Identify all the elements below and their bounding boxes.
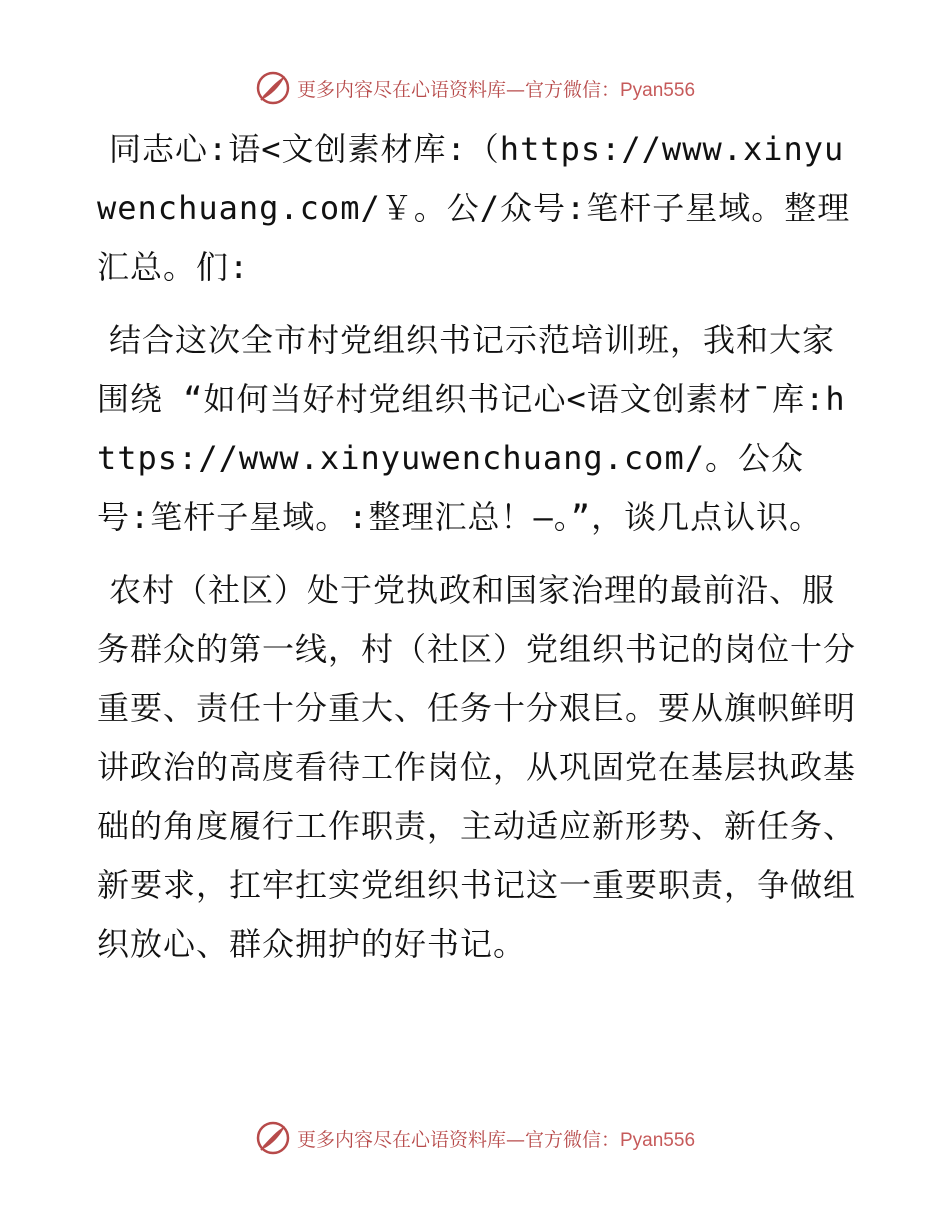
paragraph-body: 农村（社区）处于党执政和国家治理的最前沿、服务群众的第一线，村（社区）党组织书记的岗位十分重要、责任十分重大、任务十分艰巨。要从旗帜鲜明讲政治的高度看待工作岗位，从巩固党在基层执政基础的角度履行工作职责，主动适应新形势、新任务、新要求，扛牢扛实党组织书记这一重要职责，争做组织放心、群众拥护的好书记。 (97, 571, 857, 963)
feather-pen-logo-icon (255, 70, 291, 106)
footer-watermark (0, 1120, 950, 1156)
watermark-label: 更多内容尽在心语资料库—官方微信： (296, 1128, 620, 1151)
header-watermark (0, 70, 950, 106)
paragraph-greeting: 同志心:语<文创素材库:（https://www.xinyuwenchuang.com/￥。公/众号:笔杆子星域。整理汇总。们: (97, 130, 851, 286)
feather-pen-logo-icon (255, 1120, 291, 1156)
watermark-wechat-id: Pyan556 (620, 79, 696, 101)
watermark-label: 更多内容尽在心语资料库—官方微信： (296, 78, 620, 101)
watermark-wechat-id: Pyan556 (620, 1129, 696, 1151)
watermark-text (297, 1125, 695, 1152)
paragraph-intro: 结合这次全市村党组织书记示范培训班，我和大家围绕 “如何当好村党组织书记心<语文创素材¯库:https://www.xinyuwenchuang.com/。公众号:笔杆子星域。:整理汇总！—。”，谈几点认识。 (97, 321, 846, 536)
watermark-text (297, 75, 695, 102)
document-body (97, 120, 857, 988)
